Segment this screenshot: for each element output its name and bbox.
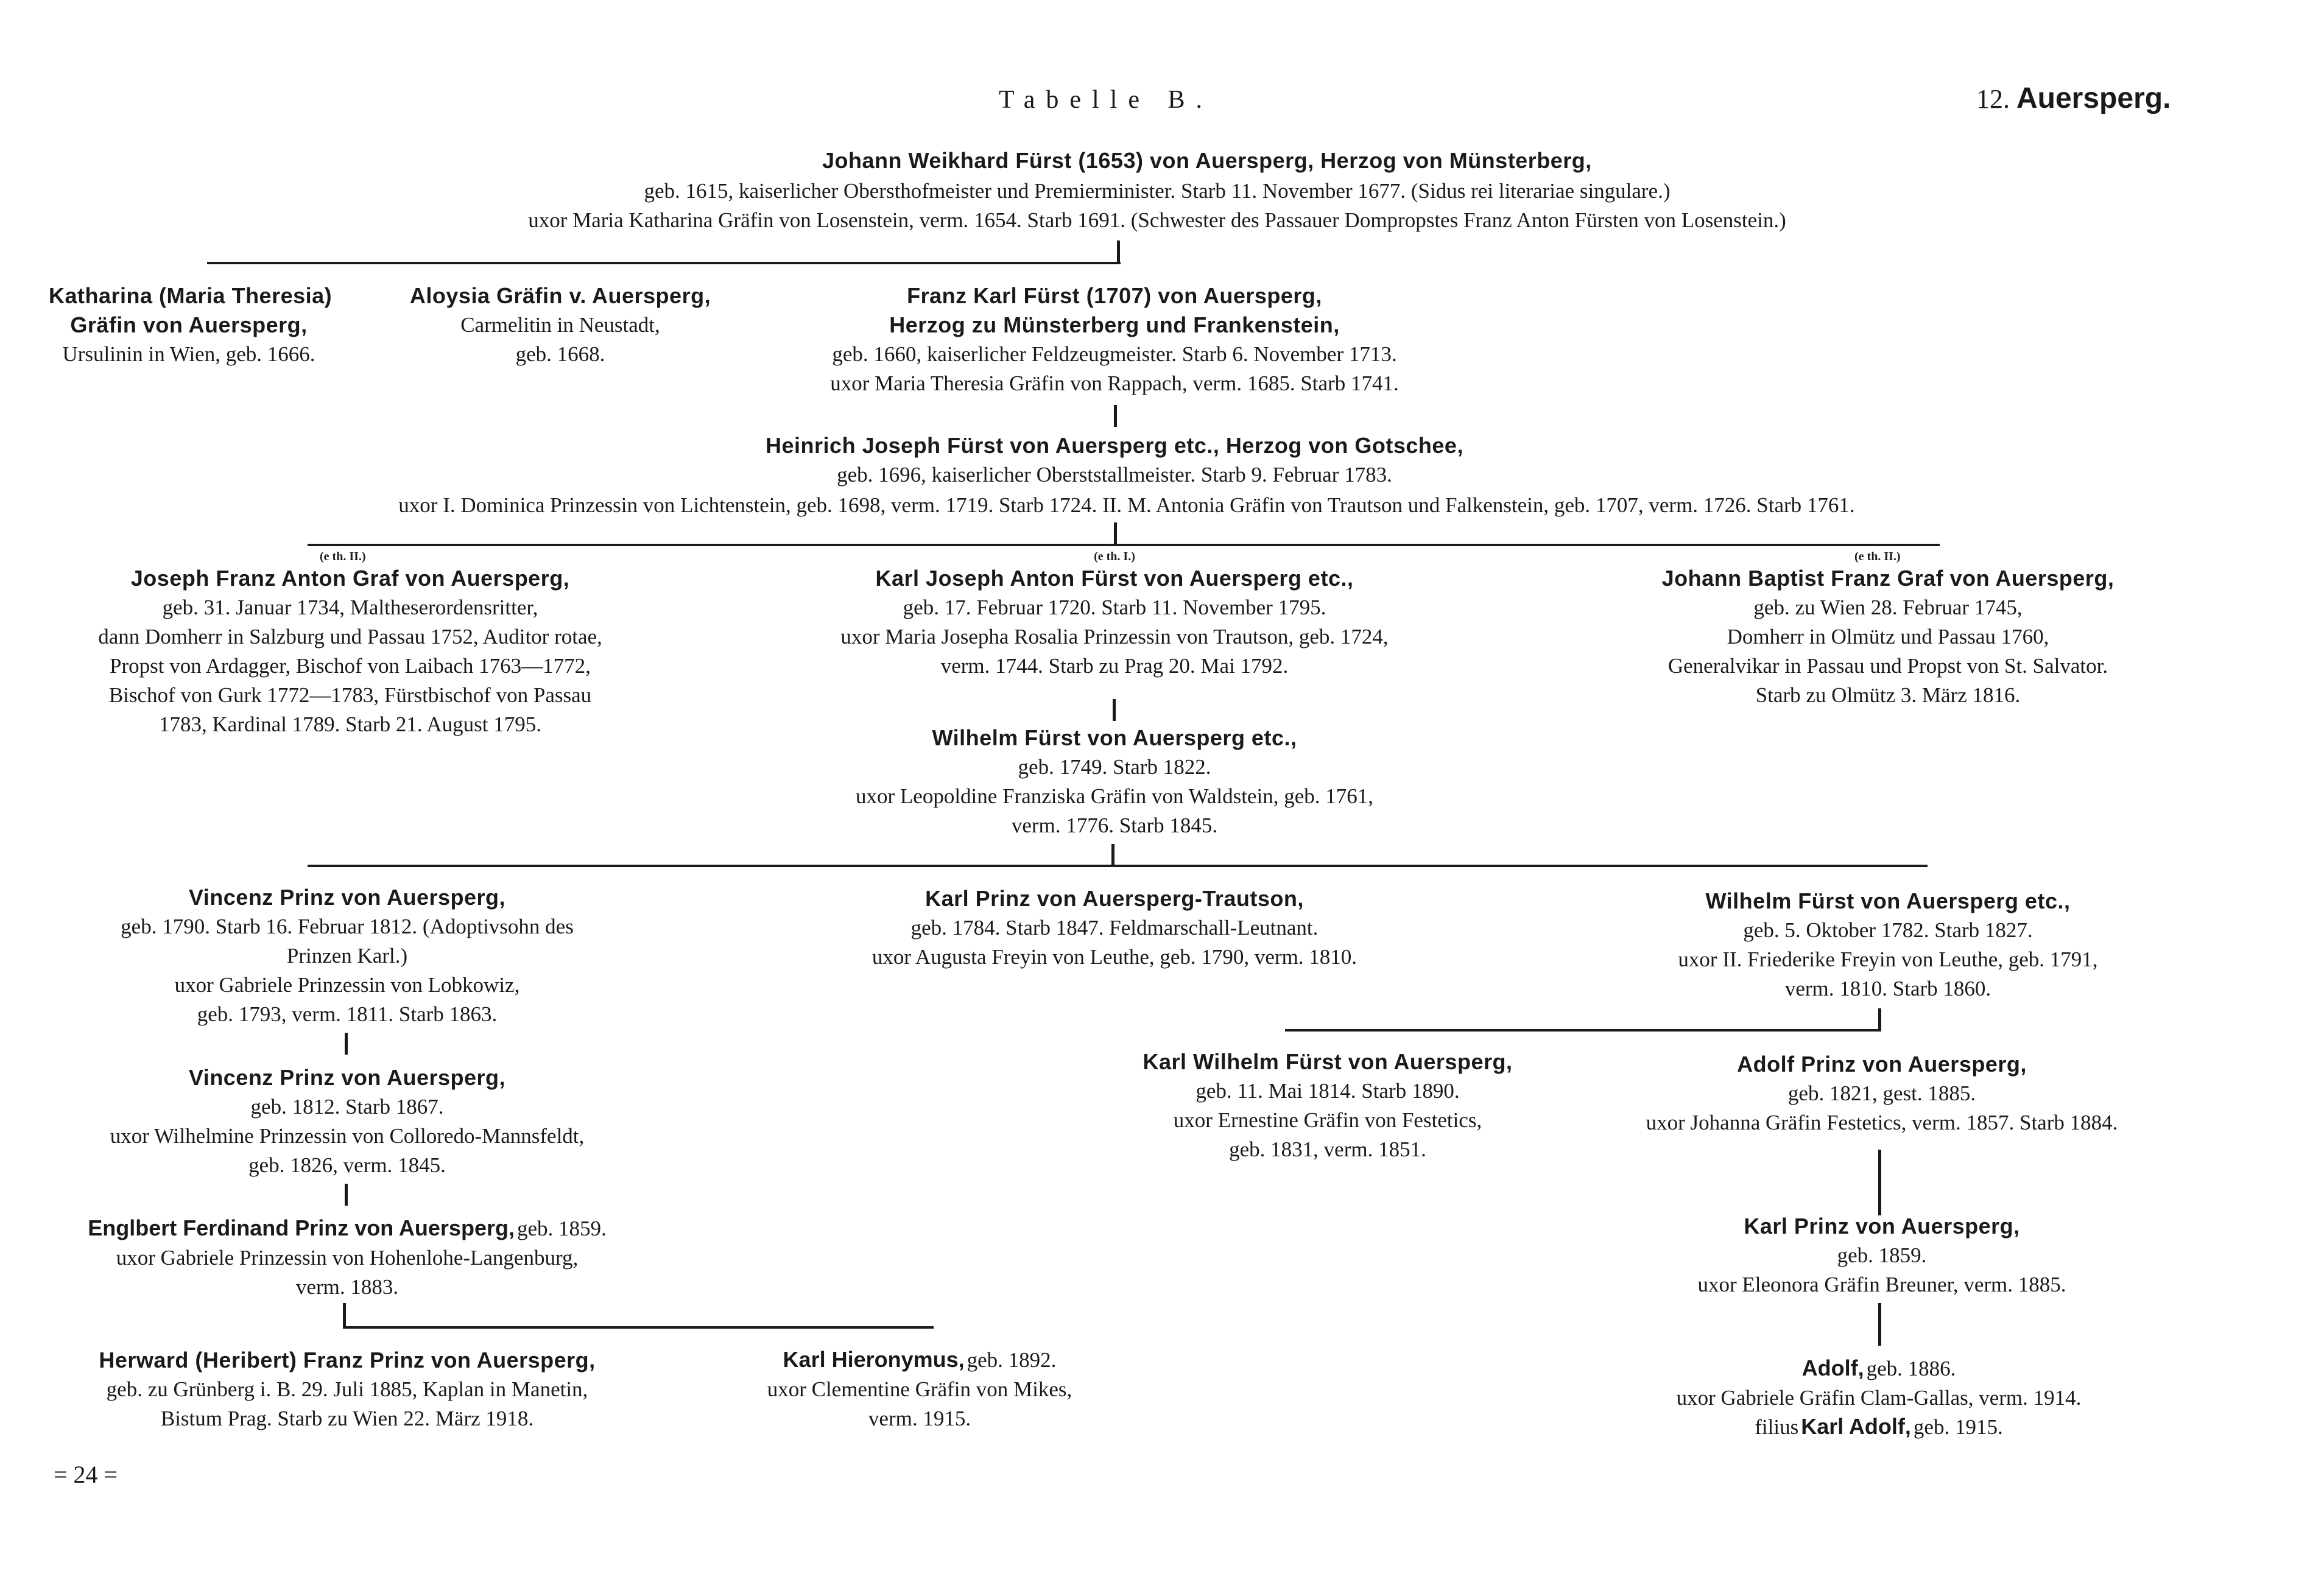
person-line: geb. 1784. Starb 1847. Feldmarschall-Leutnant. (910, 916, 1319, 940)
person-line: geb. zu Grünberg i. B. 29. Juli 1885, Kaplan in Manetin, (106, 1377, 588, 1401)
person-line: Domherr in Olmütz und Passau 1760, (1727, 625, 2049, 648)
person-line: geb. 31. Januar 1734, Maltheserordensritter, (162, 596, 538, 619)
person-line: Prinzen Karl.) (286, 944, 408, 968)
person-line: uxor I. Dominica Prinzessin von Lichtenstein, geb. 1698, verm. 1719. Starb 1724. II. M. Antonia Gräfin von Trautson und Falkenstein, geb. 1707, verm. 1726. Starb 1761. (398, 493, 1855, 517)
person-heinrich-joseph (670, 431, 1559, 490)
person-joseph-franz (24, 549, 676, 739)
person-johann-weikhard (822, 146, 1592, 175)
person-line: geb. 1793, verm. 1811. Starb 1863. (197, 1002, 498, 1026)
person-line: geb. 11. Mai 1814. Starb 1890. (1195, 1079, 1460, 1103)
person-line: Propst von Ardagger, Bischof von Laibach 1763—1772, (110, 654, 591, 678)
person-wilhelm-1749 (761, 723, 1468, 840)
person-line: uxor Maria Josepha Rosalia Prinzessin von Trautson, geb. 1724, (840, 625, 1389, 648)
person-line: geb. 1790. Starb 16. Februar 1812. (Adoptivsohn des (121, 915, 574, 938)
person-line: geb. 1859. (516, 1217, 607, 1240)
person-name: Karl Hieronymus, (783, 1347, 965, 1372)
person-wilhelm-1782 (1596, 887, 2180, 1003)
family-header (1976, 82, 2171, 115)
person-line: uxor II. Friederike Freyin von Leuthe, geb. 1791, (1678, 947, 2098, 971)
connector-line (1111, 844, 1114, 866)
person-line: uxor Wilhelmine Prinzessin von Colloredo-Mannsfeldt, (110, 1124, 585, 1148)
person-adolf-1821 (1559, 1050, 2205, 1137)
line-tag: (e th. II.) (320, 550, 366, 563)
person-karl-hieronymus (694, 1346, 1145, 1433)
person-name: Joseph Franz Anton Graf von Auersperg, (130, 566, 570, 591)
person-line: verm. 1776. Starb 1845. (1011, 814, 1218, 837)
person-name: Karl Joseph Anton Fürst von Auersperg etc., (875, 566, 1354, 591)
person-karl-trautson (773, 884, 1456, 972)
connector-line (308, 544, 1940, 546)
person-name: Katharina (Maria Theresia) (49, 283, 333, 308)
connector-line (1285, 1029, 1881, 1032)
person-name: Johann Baptist Franz Graf von Auersperg, (1661, 566, 2114, 591)
person-aloysia (402, 281, 719, 369)
person-line: Starb zu Olmütz 3. März 1816. (1755, 683, 2021, 707)
person-line: uxor Maria Theresia Gräfin von Rappach, verm. 1685. Starb 1741. (830, 371, 1399, 395)
person-line: Bistum Prag. Starb zu Wien 22. März 1918. (160, 1407, 534, 1430)
person-johann-baptist (1596, 549, 2180, 710)
family-name: Auersperg. (2016, 82, 2171, 114)
person-name: Englbert Ferdinand Prinz von Auersperg, (88, 1215, 515, 1240)
person-line: geb. 1915. (1913, 1415, 2003, 1439)
person-adolf-1886 (1583, 1354, 2174, 1442)
connector-line (1117, 241, 1120, 264)
person-name: Karl Adolf, (1801, 1414, 1911, 1439)
person-vincenz-1790 (49, 883, 646, 1029)
person-name: Heinrich Joseph Fürst von Auersperg etc., Herzog von Gotschee, (766, 433, 1463, 458)
connector-line (345, 1184, 348, 1206)
person-herward (49, 1346, 646, 1433)
person-franz-karl (755, 281, 1474, 398)
person-name: Karl Prinz von Auersperg-Trautson, (925, 886, 1304, 911)
person-name: Gräfin von Auersperg, (70, 312, 308, 337)
person-line: geb. 1859. (1837, 1243, 1927, 1267)
person-line: geb. 1749. Starb 1822. (1018, 755, 1211, 779)
person-line: geb. 1821, gest. 1885. (1787, 1081, 1976, 1105)
person-name: Herzog zu Münsterberg und Frankenstein, (889, 312, 1340, 337)
person-name: Johann Weikhard Fürst (1653) von Auersperg, Herzog von Münsterberg, (822, 148, 1592, 173)
person-line: geb. 5. Oktober 1782. Starb 1827. (1743, 918, 2033, 942)
person-line: filius (1755, 1415, 1799, 1439)
person-johann-weikhard-details (365, 177, 1949, 235)
person-name: Wilhelm Fürst von Auersperg etc., (1705, 888, 2071, 913)
person-name: Adolf, (1801, 1355, 1864, 1380)
person-line: Generalvikar in Passau und Propst von St. Salvator. (1667, 654, 2108, 678)
person-line: geb. 1886. (1866, 1357, 1956, 1380)
person-line: geb. 1668. (515, 342, 605, 366)
person-line: dann Domherr in Salzburg und Passau 1752, Auditor rotae, (98, 625, 602, 648)
person-name: Franz Karl Fürst (1707) von Auersperg, (907, 283, 1322, 308)
person-line: geb. zu Wien 28. Februar 1745, (1753, 596, 2023, 619)
person-line: uxor Johanna Gräfin Festetics, verm. 1857. Starb 1884. (1646, 1111, 2118, 1134)
person-heinrich-joseph-marriages (122, 491, 2132, 520)
person-line: verm. 1744. Starb zu Prag 20. Mai 1792. (940, 654, 1289, 678)
person-line: geb. 1826, verm. 1845. (248, 1153, 446, 1177)
person-line: geb. 1615, kaiserlicher Obersthofmeister und Premierminister. Starb 11. November 1677. (Sidus rei literariae singulare.) (644, 179, 1671, 203)
person-line: Carmelitin in Neustadt, (460, 313, 660, 337)
person-name: Karl Prinz von Auersperg, (1744, 1214, 2020, 1239)
connector-line (1878, 1150, 1881, 1215)
connector-line (308, 865, 1928, 867)
person-name: Aloysia Gräfin v. Auersperg, (409, 283, 711, 308)
person-line: 1783, Kardinal 1789. Starb 21. August 1795. (158, 712, 542, 736)
connector-line (343, 1326, 934, 1329)
person-line: geb. 1660, kaiserlicher Feldzeugmeister. Starb 6. November 1713. (832, 342, 1397, 366)
person-englbert (49, 1214, 646, 1302)
connector-line (1114, 405, 1117, 427)
person-line: Bischof von Gurk 1772—1783, Fürstbischof von Passau (108, 683, 592, 707)
person-line: uxor Maria Katharina Gräfin von Losenstein, verm. 1654. Starb 1691. (Schwester des Passauer Dompropstes Franz Anton Fürsten von Losenstein.) (528, 208, 1786, 232)
person-line: verm. 1915. (868, 1407, 971, 1430)
connector-line (343, 1303, 346, 1329)
person-name: Vincenz Prinz von Auersperg, (188, 885, 506, 910)
person-line: geb. 17. Februar 1720. Starb 11. November 1795. (903, 596, 1326, 619)
person-line: uxor Augusta Freyin von Leuthe, geb. 1790, verm. 1810. (872, 945, 1357, 969)
person-karl-joseph (761, 549, 1468, 681)
person-line: geb. 1831, verm. 1851. (1229, 1137, 1426, 1161)
person-karl-1859 (1620, 1212, 2144, 1299)
person-line: uxor Ernestine Gräfin von Festetics, (1173, 1108, 1482, 1132)
person-name: Herward (Heribert) Franz Prinz von Auersperg, (99, 1348, 596, 1372)
page-number: = 24 = (54, 1461, 118, 1488)
line-tag: (e th. I.) (1094, 550, 1135, 563)
table-title: Tabelle B. (999, 86, 1213, 114)
connector-line (1114, 522, 1117, 544)
person-name: Vincenz Prinz von Auersperg, (188, 1065, 506, 1090)
connector-line (1113, 699, 1116, 721)
person-line: verm. 1883. (295, 1275, 399, 1299)
person-karl-wilhelm (1084, 1047, 1571, 1164)
person-line: geb. 1696, kaiserlicher Oberststallmeister. Starb 9. Februar 1783. (837, 463, 1392, 487)
connector-line (1878, 1008, 1881, 1032)
person-name: Karl Wilhelm Fürst von Auersperg, (1143, 1049, 1513, 1074)
person-line: uxor Leopoldine Franziska Gräfin von Waldstein, geb. 1761, (856, 784, 1373, 808)
person-line: uxor Gabriele Prinzessin von Hohenlohe-Langenburg, (116, 1246, 579, 1270)
person-line: uxor Gabriele Prinzessin von Lobkowiz, (174, 973, 520, 997)
person-line: uxor Gabriele Gräfin Clam-Gallas, verm. 1914. (1676, 1386, 2082, 1410)
person-line: geb. 1892. (967, 1348, 1057, 1372)
person-line: geb. 1812. Starb 1867. (250, 1095, 444, 1119)
connector-line (207, 262, 1121, 264)
person-line: uxor Clementine Gräfin von Mikes, (767, 1377, 1072, 1401)
person-line: Ursulinin in Wien, geb. 1666. (62, 342, 315, 366)
line-tag: (e th. II.) (1854, 550, 1901, 563)
connector-line (345, 1033, 348, 1055)
person-name: Wilhelm Fürst von Auersperg etc., (932, 725, 1297, 750)
person-name: Adolf Prinz von Auersperg, (1737, 1052, 2027, 1077)
connector-line (1878, 1303, 1881, 1346)
table-number: 12. (1976, 84, 2010, 114)
person-line: uxor Eleonora Gräfin Breuner, verm. 1885. (1697, 1273, 2066, 1296)
person-katharina (49, 281, 333, 369)
person-vincenz-1812 (49, 1063, 646, 1180)
person-line: verm. 1810. Starb 1860. (1784, 977, 1991, 1000)
